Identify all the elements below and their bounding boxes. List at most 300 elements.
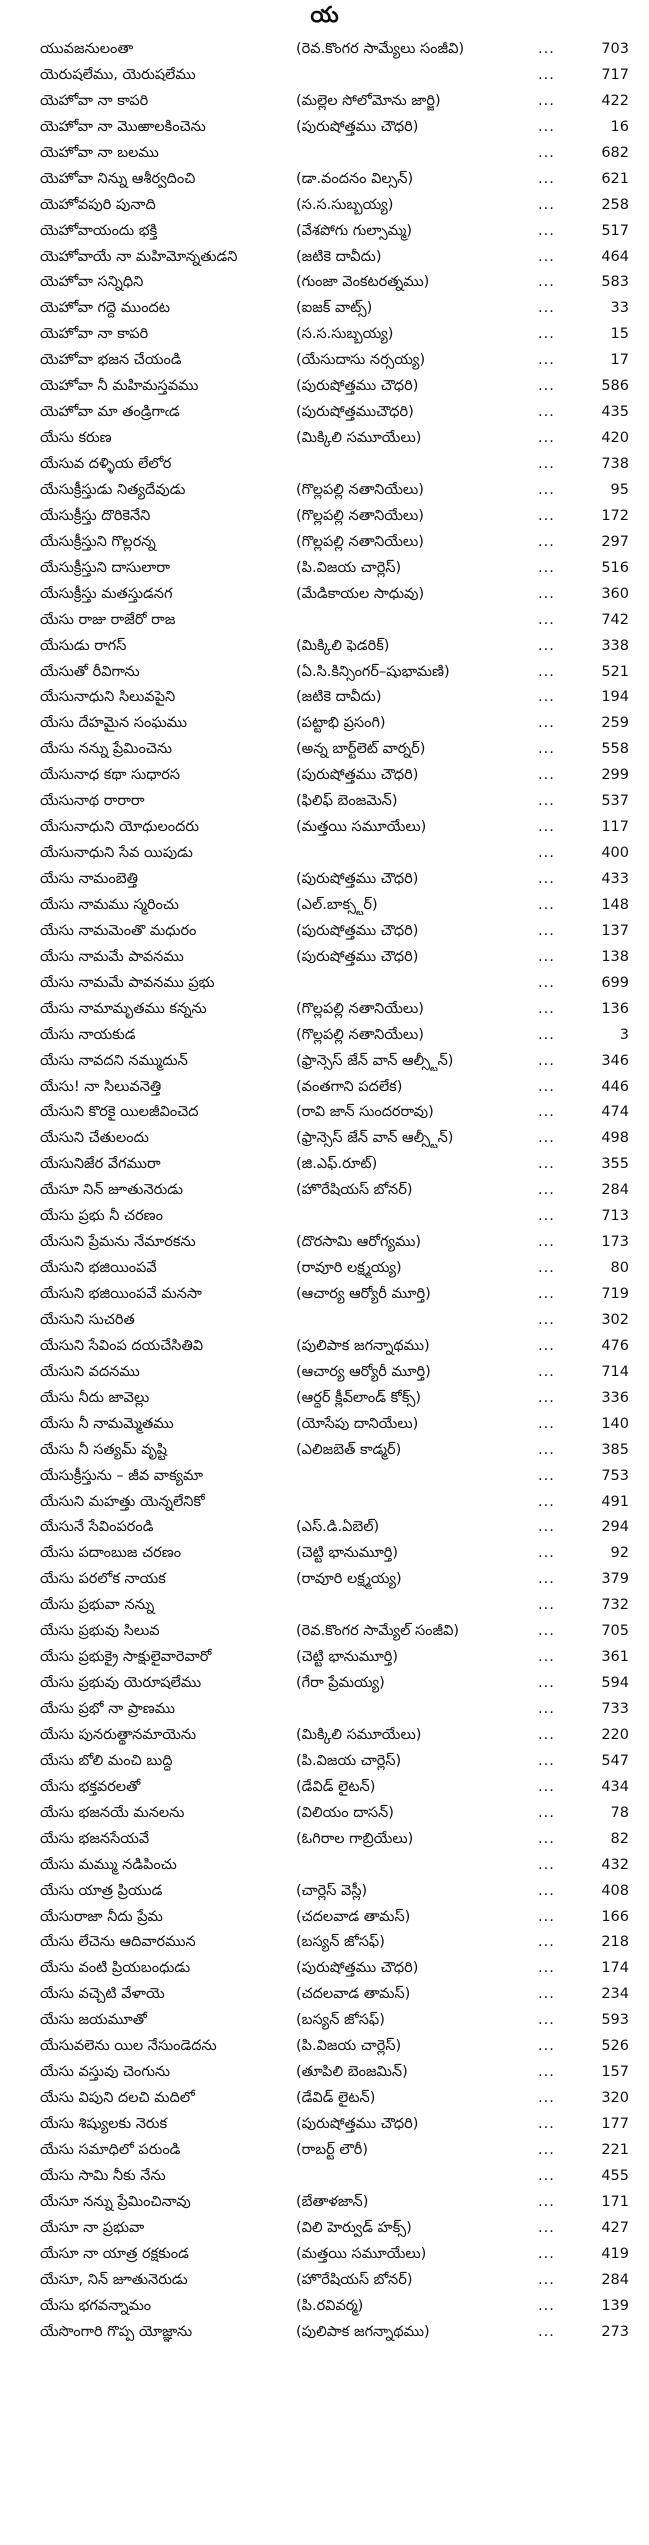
entry-title: యెహోవా నా బలము xyxy=(40,144,159,161)
entry-title: యేసు నీ సత్యమ్ వృష్టి xyxy=(40,1441,168,1458)
entry-title: యేసు ప్రభువా నన్ను xyxy=(40,1597,155,1614)
entry-title: యేసొంగారి గొప్ప యోజ్ఞాను xyxy=(40,2323,193,2340)
dot-leader: ... xyxy=(538,1701,555,1717)
entry-page-number: 3 xyxy=(619,1026,629,1043)
entry-page-number: 432 xyxy=(601,1856,629,1873)
dot-leader: ... xyxy=(538,92,555,109)
entry-author: (వేశపోగు గుల్సామ్మ) xyxy=(296,222,413,239)
entry-page-number: 80 xyxy=(610,1260,629,1277)
entry-title: యెహోవా సన్నిధిని xyxy=(40,274,144,291)
entry-author: (గేరా ప్రేమయ్య) xyxy=(296,1675,385,1692)
entry-title: యేసుని భజియింపవే xyxy=(40,1260,157,1277)
entry-title: యేసు పునరుత్థానమాయెను xyxy=(40,1726,197,1743)
entry-author: (రావూరి లక్ష్మయ్య) xyxy=(296,1260,402,1277)
index-entry xyxy=(0,451,649,477)
entry-author: (ఫిలిఫ్ బెంజమెన్) xyxy=(296,793,398,810)
entry-title: యేసూ, నిన్ జూతునెరుడు xyxy=(40,2271,188,2288)
index-entry xyxy=(0,866,649,892)
entry-author: (స.స.సుబ్బయ్య) xyxy=(296,326,394,343)
entry-page-number: 82 xyxy=(610,1830,629,1847)
entry-title: యేసు ప్రభో నా ప్రాణము xyxy=(40,1701,176,1717)
entry-page-number: 434 xyxy=(601,1778,629,1795)
entry-title: యేసుని మహత్తు యెన్నలేనికో xyxy=(40,1493,205,1510)
dot-leader: ... xyxy=(538,1415,555,1432)
entry-title: యేసుడు రాగస్ xyxy=(40,637,127,654)
index-entry xyxy=(0,1255,649,1281)
entry-title: యేసు నామమే పావనము ప్రభు xyxy=(40,974,215,991)
entry-author: (రెవ.కొంగర సామ్యేల్ సంజీవి) xyxy=(296,1623,460,1640)
index-entry xyxy=(0,88,649,114)
index-entry xyxy=(0,2137,649,2163)
entry-title: యేసు భజనయే మనలను xyxy=(40,1804,185,1821)
entry-author: (రావూరి లక్ష్మయ్య) xyxy=(296,1571,402,1588)
index-entry xyxy=(0,710,649,736)
entry-page-number: 137 xyxy=(601,922,629,939)
entry-title: యేసుని ప్రేమను నేమారకను xyxy=(40,1234,196,1251)
entry-page-number: 586 xyxy=(601,378,629,395)
entry-author: (మిక్కిలి ఫెడరిక్) xyxy=(296,637,390,654)
entry-title: యేసునాధుని సేవ యిపుడు xyxy=(40,845,193,862)
entry-title: యేసునిజేర వేగమురా xyxy=(40,1156,161,1173)
entry-author: (చెట్టి భానుమూర్తి) xyxy=(296,1649,399,1666)
index-entry xyxy=(0,1540,649,1566)
entry-page-number: 476 xyxy=(601,1337,629,1354)
index-entry xyxy=(0,1048,649,1074)
entry-title: యేసుక్రీస్తును – జీవ వాక్యమా xyxy=(40,1467,204,1484)
entry-author: (పి.విజయ చార్లెస్) xyxy=(296,2038,402,2055)
entry-page-number: 474 xyxy=(601,1104,629,1121)
entry-author: (తూపిలి బెంజమిన్) xyxy=(296,2064,408,2081)
entry-title: యేసు వచ్చెటి వేళాయె xyxy=(40,1986,165,2003)
entry-page-number: 218 xyxy=(601,1934,629,1951)
entry-title: యేసు పరలోక నాయక xyxy=(40,1571,166,1588)
entry-page-number: 516 xyxy=(601,559,629,576)
dot-leader: ... xyxy=(538,1130,555,1147)
dot-leader: ... xyxy=(538,1337,555,1354)
entry-author: (ఫ్రాన్సెస్ జేన్ వాన్ ఆల్స్టీన్) xyxy=(296,1130,454,1147)
entry-title: యేసు ప్రభుక్రై సాక్షులైవారెవారో xyxy=(40,1649,212,1666)
dot-leader: ... xyxy=(538,2193,555,2210)
dot-leader: ... xyxy=(538,585,555,602)
entry-page-number: 682 xyxy=(601,144,629,161)
entry-author: (చదలవాడ తామస్) xyxy=(296,1908,411,1925)
entry-page-number: 33 xyxy=(610,300,629,317)
index-entry xyxy=(0,2059,649,2085)
index-entry xyxy=(0,607,649,633)
dot-leader: ... xyxy=(538,974,555,991)
entry-page-number: 284 xyxy=(601,2271,629,2288)
dot-leader: ... xyxy=(538,2323,555,2340)
entry-page-number: 422 xyxy=(601,92,629,109)
dot-leader: ... xyxy=(538,1752,555,1769)
entry-title: యేసు వంటి ప్రియబంధుడు xyxy=(40,1960,191,1977)
entry-page-number: 419 xyxy=(601,2245,629,2262)
entry-page-number: 547 xyxy=(601,1752,629,1769)
index-entry xyxy=(0,1099,649,1125)
entry-title: యేసుని చేతులందు xyxy=(40,1130,149,1147)
index-entry xyxy=(0,2163,649,2189)
entry-title: యేసు భగవన్నామం xyxy=(40,2297,152,2314)
entry-author: (డా.వందనం విల్సన్) xyxy=(296,170,414,187)
entry-page-number: 140 xyxy=(601,1415,629,1432)
index-entry xyxy=(0,1904,649,1930)
entry-author: (దొరసామి ఆరోగ్యము) xyxy=(296,1234,422,1251)
index-entry xyxy=(0,1437,649,1463)
entry-author: (గొల్లపల్లి నతానియేలు) xyxy=(296,507,424,524)
entry-page-number: 517 xyxy=(601,222,629,239)
entry-page-number: 299 xyxy=(601,767,629,784)
index-entry xyxy=(0,192,649,218)
dot-leader: ... xyxy=(538,2038,555,2055)
entry-title: యేసురాజా నీదు ప్రేమ xyxy=(40,1908,163,1925)
entry-page-number: 78 xyxy=(610,1804,629,1821)
entry-page-number: 136 xyxy=(601,1000,629,1017)
dot-leader: ... xyxy=(538,1260,555,1277)
entry-title: యేసు నామామృతము కన్నను xyxy=(40,1000,207,1017)
entry-page-number: 17 xyxy=(610,352,629,369)
entry-author: (విలియం దాసన్) xyxy=(296,1804,394,1821)
entry-title: యెహోవా నా కాపరి xyxy=(40,326,149,343)
index-entry xyxy=(0,684,649,710)
entry-author: (విలి హెర్వుడ్ హక్స్) xyxy=(296,2219,412,2236)
index-entry xyxy=(0,1489,649,1515)
entry-title: యేసు భక్తవరలతో xyxy=(40,1778,141,1795)
entry-page-number: 526 xyxy=(601,2038,629,2055)
dot-leader: ... xyxy=(538,1389,555,1406)
entry-page-number: 148 xyxy=(601,896,629,913)
dot-leader: ... xyxy=(538,352,555,369)
dot-leader: ... xyxy=(538,2090,555,2107)
entry-author: (గుంజా వెంకటరత్నము) xyxy=(296,274,430,291)
entry-page-number: 621 xyxy=(601,170,629,187)
index-entry xyxy=(0,1281,649,1307)
index-entry xyxy=(0,555,649,581)
entry-title: యేసుక్రీస్తు దొరికెనేని xyxy=(40,507,151,524)
dot-leader: ... xyxy=(538,1311,555,1328)
dot-leader: ... xyxy=(538,715,555,732)
entry-title: యేసుని భజియింపవే మనసా xyxy=(40,1286,202,1302)
dot-leader: ... xyxy=(538,1493,555,1510)
entry-page-number: 593 xyxy=(601,2012,629,2029)
entry-title: యేసు నామమే పావనము xyxy=(40,948,184,965)
entry-title: యెహోవా గద్దె ముందట xyxy=(40,300,170,317)
dot-leader: ... xyxy=(538,1986,555,2003)
dot-leader: ... xyxy=(538,1726,555,1743)
entry-author: (బస్యన్ జోసఫ్) xyxy=(296,1934,385,1951)
entry-title: యేసూ నిన్ జూతునెరుడు xyxy=(40,1182,183,1199)
entry-page-number: 427 xyxy=(601,2219,629,2236)
index-entry xyxy=(0,1411,649,1437)
entry-title: యేసు శిష్యులకు నెరుక xyxy=(40,2116,168,2132)
dot-leader: ... xyxy=(538,1104,555,1121)
entry-author: (మిక్కిలి సమూయేలు) xyxy=(296,430,422,447)
dot-leader: ... xyxy=(538,896,555,913)
dot-leader: ... xyxy=(538,611,555,628)
entry-title: యెహోవా మా తండ్రిగాఁడ xyxy=(40,404,180,421)
dot-leader: ... xyxy=(538,41,555,57)
index-entry xyxy=(0,529,649,555)
dot-leader: ... xyxy=(538,170,555,187)
dot-leader: ... xyxy=(538,2271,555,2288)
entry-page-number: 258 xyxy=(601,196,629,213)
entry-title: యేసు ప్రభువు యెరూషలేము xyxy=(40,1675,202,1692)
index-entry xyxy=(0,1151,649,1177)
index-entry xyxy=(0,1203,649,1229)
index-entry xyxy=(0,1644,649,1670)
dot-leader: ... xyxy=(538,378,555,395)
entry-page-number: 297 xyxy=(601,533,629,550)
entry-title: యేసు లేచెను ఆదివారమున xyxy=(40,1934,196,1951)
entry-author: (యోసేపు దానియేలు) xyxy=(296,1415,419,1432)
entry-title: యేసూ నా యాత్ర రక్షకుండ xyxy=(40,2245,189,2262)
dot-leader: ... xyxy=(538,1467,555,1484)
index-entry xyxy=(0,1514,649,1540)
entry-title: యేసు ప్రభువు సిలువ xyxy=(40,1623,160,1640)
entry-author: (రెవ.కొంగర సామ్యేలు సంజీవి) xyxy=(296,41,465,57)
entry-author: (ఐజక్ వాట్స్) xyxy=(296,300,373,317)
dot-leader: ... xyxy=(538,2219,555,2236)
entry-title: యేసు నావదని నమ్ముదున్ xyxy=(40,1052,188,1069)
index-entry xyxy=(0,1022,649,1048)
index-entry xyxy=(0,1852,649,1878)
entry-title: యేసు నీ నామమ్మెతము xyxy=(40,1415,174,1432)
dot-leader: ... xyxy=(538,1571,555,1588)
entry-author: (బేతాళజాన్) xyxy=(296,2193,369,2210)
index-entry xyxy=(0,1878,649,1904)
dot-leader: ... xyxy=(538,300,555,317)
entry-page-number: 699 xyxy=(601,974,629,991)
entry-title: యేసు నామంబెత్తి xyxy=(40,871,138,887)
entry-page-number: 15 xyxy=(610,326,629,343)
entry-page-number: 171 xyxy=(601,2193,629,2210)
entry-title: యేసు విపుని దలచి మదిలో xyxy=(40,2090,195,2107)
entry-page-number: 360 xyxy=(601,585,629,602)
entry-author: (జటికె దావీదు) xyxy=(296,689,382,706)
entry-author: (ఎస్.డి.ఏబెల్) xyxy=(296,1519,380,1536)
entry-page-number: 95 xyxy=(610,481,629,498)
entry-page-number: 338 xyxy=(601,637,629,654)
entry-page-number: 16 xyxy=(610,118,629,135)
entry-title: యేసువ దళ్ళియ లేలోర xyxy=(40,456,172,472)
dot-leader: ... xyxy=(538,1441,555,1458)
entry-title: యేసు నీదు జావెల్లు xyxy=(40,1389,150,1406)
entry-page-number: 174 xyxy=(601,1960,629,1977)
index-entry xyxy=(0,1955,649,1981)
entry-author: (ఏ.సి.కిన్సింగర్–షుభామణి) xyxy=(296,663,450,680)
entry-title: యేసు నామము స్మరించు xyxy=(40,896,179,913)
entry-page-number: 714 xyxy=(601,1363,629,1380)
index-entry xyxy=(0,2241,649,2267)
dot-leader: ... xyxy=(538,845,555,862)
entry-title: యెరుషలేము, యెరుషలేము xyxy=(40,66,196,83)
entry-title: యేసు యాత్ర ప్రియుడ xyxy=(40,1882,163,1899)
index-entry xyxy=(0,62,649,88)
index-entry xyxy=(0,633,649,659)
index-entry xyxy=(0,1748,649,1774)
entry-page-number: 92 xyxy=(610,1545,629,1562)
dot-leader: ... xyxy=(538,871,555,887)
entry-title: యేసు ప్రభు నీ చరణం xyxy=(40,1208,163,1225)
entry-title: యేసుని వదనము xyxy=(40,1363,140,1380)
entry-author: (పి.రవివర్మ) xyxy=(296,2297,364,2314)
entry-page-number: 455 xyxy=(601,2167,629,2184)
index-entry xyxy=(0,918,649,944)
dot-leader: ... xyxy=(538,1286,555,1302)
dot-leader: ... xyxy=(538,2116,555,2132)
entry-title: యేసు కరుణ xyxy=(40,430,112,447)
entry-author: (పురుషోత్తము చౌధరి) xyxy=(296,1960,419,1977)
dot-leader: ... xyxy=(538,1675,555,1692)
entry-title: యేసు మమ్ము నడిపించు xyxy=(40,1856,177,1873)
entry-title: యేసుక్రీస్తుడు నిత్యదేవుడు xyxy=(40,481,186,498)
dot-leader: ... xyxy=(538,2012,555,2029)
entry-title: యెహోవా భజన చేయండి xyxy=(40,352,182,369)
entry-title: యేసు బోలి మంచి బుద్ధి xyxy=(40,1752,173,1769)
entry-title: యేసుని సుచరిత xyxy=(40,1311,135,1328)
entry-author: (గొల్లపల్లి నతానియేలు) xyxy=(296,481,424,498)
entry-author: (రాబర్ట్ లౌరీ) xyxy=(296,2141,369,2158)
index-entry xyxy=(0,1566,649,1592)
entry-page-number: 717 xyxy=(601,66,629,83)
entry-page-number: 194 xyxy=(601,689,629,706)
entry-page-number: 234 xyxy=(601,1986,629,2003)
entry-author: (డేవిడ్ లైటన్) xyxy=(296,1778,376,1795)
dot-leader: ... xyxy=(538,1078,555,1095)
dot-leader: ... xyxy=(538,507,555,524)
dot-leader: ... xyxy=(538,118,555,135)
entry-page-number: 738 xyxy=(601,456,629,472)
entry-page-number: 259 xyxy=(601,715,629,732)
index-entry xyxy=(0,140,649,166)
index-entry xyxy=(0,1981,649,2007)
index-entry xyxy=(0,2033,649,2059)
dot-leader: ... xyxy=(538,1934,555,1951)
dot-leader: ... xyxy=(538,1156,555,1173)
dot-leader: ... xyxy=(538,2064,555,2081)
dot-leader: ... xyxy=(538,1026,555,1043)
dot-leader: ... xyxy=(538,1882,555,1899)
entry-author: (మత్తయి సమూయేలు) xyxy=(296,819,427,836)
entry-page-number: 558 xyxy=(601,741,629,758)
entry-author: (మేడికాయల సాధువు) xyxy=(296,585,425,602)
entry-page-number: 732 xyxy=(601,1597,629,1614)
dot-leader: ... xyxy=(538,404,555,421)
dot-leader: ... xyxy=(538,1363,555,1380)
entry-page-number: 166 xyxy=(601,1908,629,1925)
dot-leader: ... xyxy=(538,1623,555,1640)
entry-author: (ఆర్ధర్ క్లీవ్‌లాండ్ కోక్స్) xyxy=(296,1389,422,1406)
entry-page-number: 221 xyxy=(601,2141,629,2158)
index-entry xyxy=(0,736,649,762)
entry-page-number: 336 xyxy=(601,1389,629,1406)
index-entry xyxy=(0,1670,649,1696)
entry-title: యెహోవా నా మొఱాలకించెను xyxy=(40,118,206,135)
index-entry xyxy=(0,2007,649,2033)
index-entry xyxy=(0,1618,649,1644)
entry-author: (పి.విజయ చార్లెస్) xyxy=(296,1752,402,1769)
entry-title: యేసు సమాధిలో పరుండి xyxy=(40,2141,181,2158)
entry-page-number: 742 xyxy=(601,611,629,628)
entry-author: (చదలవాడ తామస్) xyxy=(296,1986,411,2003)
entry-author: (పురుషోత్తము చౌధరి) xyxy=(296,871,419,887)
entry-author: (పి.విజయ చార్లెస్) xyxy=(296,559,402,576)
dot-leader: ... xyxy=(538,559,555,576)
index-entry xyxy=(0,114,649,140)
index-entry xyxy=(0,2111,649,2137)
entry-title: యేసునాధుని సిలువపైని xyxy=(40,689,176,706)
index-entry xyxy=(0,1592,649,1618)
entry-author: (గొల్లపల్లి నతానియేలు) xyxy=(296,1026,424,1043)
entry-author: (హొరేషియస్ బోనర్) xyxy=(296,2271,413,2288)
entry-page-number: 521 xyxy=(601,663,629,680)
entry-title: యెహోవా నా కాపరి xyxy=(40,92,149,109)
index-entry xyxy=(0,1359,649,1385)
entry-author: (పట్టాభి ప్రసంగి) xyxy=(296,715,386,732)
entry-author: (హొరేషియస్ బోనర్) xyxy=(296,1182,413,1199)
entry-author: (చెట్టి భానుమూర్తి) xyxy=(296,1545,399,1562)
entry-page-number: 719 xyxy=(601,1286,629,1302)
entry-page-number: 320 xyxy=(601,2090,629,2107)
entry-author: (మిక్కిలి సమూయేలు) xyxy=(296,1726,422,1743)
entry-page-number: 138 xyxy=(601,948,629,965)
entry-author: (వంతగాని పదలేక) xyxy=(296,1078,403,1095)
dot-leader: ... xyxy=(538,1052,555,1069)
dot-leader: ... xyxy=(538,1908,555,1925)
index-entry xyxy=(0,1826,649,1852)
entry-title: యెహోవాయందు భక్తి xyxy=(40,222,158,239)
index-entry xyxy=(0,347,649,373)
entry-author: (పురుషోత్తముచౌధరి) xyxy=(296,404,414,421)
dot-leader: ... xyxy=(538,196,555,213)
entry-page-number: 420 xyxy=(601,430,629,447)
index-entry xyxy=(0,1722,649,1748)
dot-leader: ... xyxy=(538,637,555,654)
dot-leader: ... xyxy=(538,1182,555,1199)
entry-author: (ఎలిజబెత్ కాడ్మర్) xyxy=(296,1441,402,1458)
dot-leader: ... xyxy=(538,689,555,706)
entry-page-number: 594 xyxy=(601,1675,629,1692)
entry-author: (పురుషోత్తము చౌధరి) xyxy=(296,2116,419,2132)
entry-title: యేసుతో రీవిగాను xyxy=(40,663,140,680)
dot-leader: ... xyxy=(538,1856,555,1873)
entry-page-number: 583 xyxy=(601,274,629,291)
dot-leader: ... xyxy=(538,248,555,265)
dot-leader: ... xyxy=(538,1960,555,1977)
index-entry xyxy=(0,1929,649,1955)
entry-page-number: 379 xyxy=(601,1571,629,1588)
entry-page-number: 177 xyxy=(601,2116,629,2132)
entry-author: (పురుషోత్తము చౌధరి) xyxy=(296,378,419,395)
index-entry xyxy=(0,1774,649,1800)
dot-leader: ... xyxy=(538,481,555,498)
entry-title: యేసునాధుని యోధులందరు xyxy=(40,819,199,836)
entry-author: (చార్లెస్ వెస్లీ) xyxy=(296,1882,368,1899)
index-entry xyxy=(0,269,649,295)
entry-page-number: 355 xyxy=(601,1156,629,1173)
index-entry xyxy=(0,840,649,866)
entry-title: యేసు రాజు రాజేరో రాజ xyxy=(40,611,176,628)
index-entry xyxy=(0,36,649,62)
entry-author: (యేసుదాసు నర్సయ్య) xyxy=(296,352,426,369)
index-entry xyxy=(0,2319,649,2345)
entry-page-number: 713 xyxy=(601,1208,629,1225)
dot-leader: ... xyxy=(538,663,555,680)
dot-leader: ... xyxy=(538,533,555,550)
dot-leader: ... xyxy=(538,922,555,939)
entry-page-number: 408 xyxy=(601,1882,629,1899)
entry-page-number: 435 xyxy=(601,404,629,421)
entry-page-number: 220 xyxy=(601,1726,629,1743)
